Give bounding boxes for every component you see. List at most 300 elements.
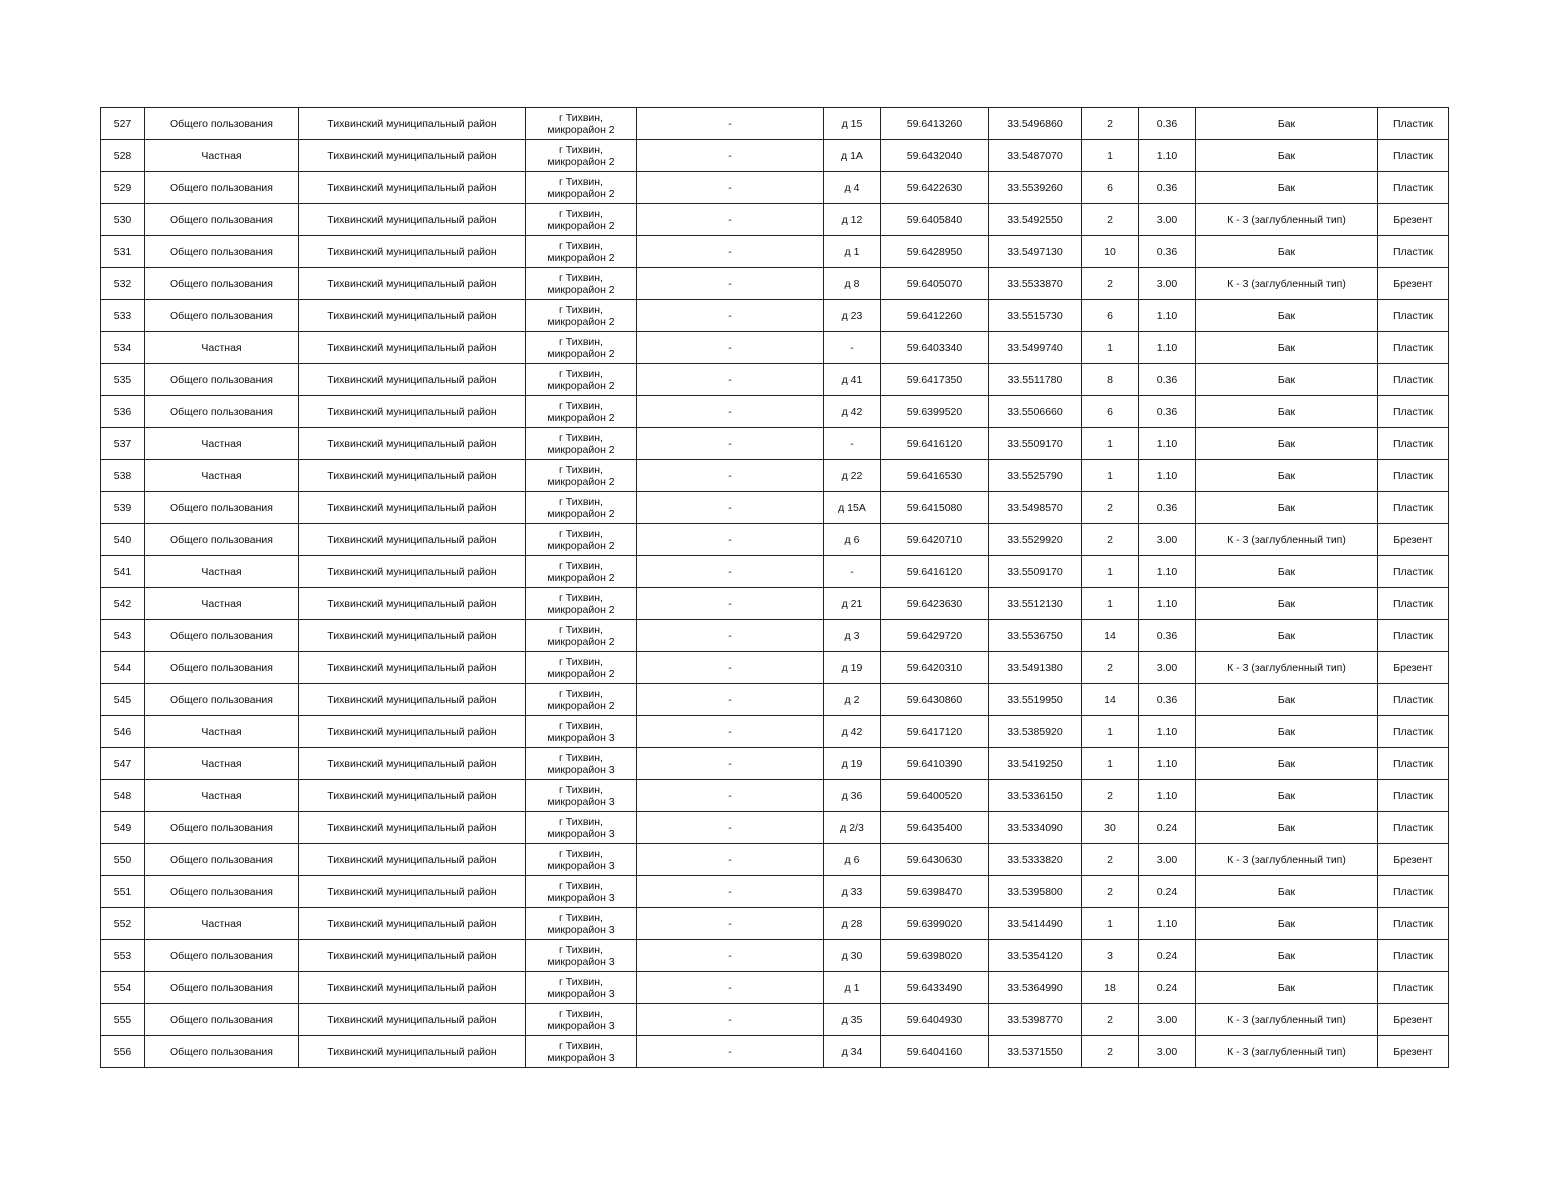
container-material: Пластик [1378, 748, 1449, 780]
locality-city: г Тихвин, [559, 623, 603, 636]
locality [526, 812, 637, 844]
locality [526, 940, 637, 972]
container-material: Пластик [1378, 492, 1449, 524]
street: - [637, 716, 824, 748]
street: - [637, 780, 824, 812]
container-type: Бак [1196, 748, 1378, 780]
locality [526, 1036, 637, 1068]
container-type: Бак [1196, 396, 1378, 428]
latitude: 59.6399020 [881, 908, 989, 940]
street: - [637, 652, 824, 684]
locality [526, 588, 637, 620]
container-count: 2 [1082, 844, 1139, 876]
container-type: К - 3 (заглубленный тип) [1196, 652, 1378, 684]
house-number: д 1 [824, 972, 881, 1004]
street: - [637, 108, 824, 140]
locality-city: г Тихвин, [559, 975, 603, 988]
locality [526, 428, 637, 460]
container-type: Бак [1196, 460, 1378, 492]
container-type: Бак [1196, 332, 1378, 364]
locality [526, 876, 637, 908]
house-number: д 28 [824, 908, 881, 940]
container-material: Брезент [1378, 204, 1449, 236]
street: - [637, 492, 824, 524]
longitude: 33.5496860 [989, 108, 1082, 140]
street: - [637, 876, 824, 908]
house-number: д 3 [824, 620, 881, 652]
container-count: 2 [1082, 268, 1139, 300]
container-type: Бак [1196, 428, 1378, 460]
locality-district: микрорайон 3 [547, 795, 615, 808]
house-number: д 23 [824, 300, 881, 332]
container-material: Пластик [1378, 364, 1449, 396]
ownership-type: Общего пользования [145, 652, 299, 684]
district: Тихвинский муниципальный район [299, 652, 526, 684]
latitude: 59.6405840 [881, 204, 989, 236]
locality [526, 492, 637, 524]
row-number: 540 [101, 524, 145, 556]
latitude: 59.6429720 [881, 620, 989, 652]
latitude: 59.6404160 [881, 1036, 989, 1068]
ownership-type: Общего пользования [145, 620, 299, 652]
container-type: Бак [1196, 140, 1378, 172]
locality-district: микрорайон 2 [547, 571, 615, 584]
house-number: д 4 [824, 172, 881, 204]
longitude: 33.5509170 [989, 556, 1082, 588]
container-type: Бак [1196, 300, 1378, 332]
locality [526, 972, 637, 1004]
district: Тихвинский муниципальный район [299, 524, 526, 556]
container-type: Бак [1196, 492, 1378, 524]
container-volume: 0.36 [1139, 108, 1196, 140]
container-type: К - 3 (заглубленный тип) [1196, 1036, 1378, 1068]
locality-district: микрорайон 3 [547, 827, 615, 840]
locality-city: г Тихвин, [559, 335, 603, 348]
latitude: 59.6412260 [881, 300, 989, 332]
house-number: д 8 [824, 268, 881, 300]
latitude: 59.6399520 [881, 396, 989, 428]
container-count: 14 [1082, 620, 1139, 652]
latitude: 59.6428950 [881, 236, 989, 268]
container-material: Пластик [1378, 908, 1449, 940]
container-count: 1 [1082, 460, 1139, 492]
district: Тихвинский муниципальный район [299, 396, 526, 428]
table-row [101, 716, 1449, 748]
latitude: 59.6410390 [881, 748, 989, 780]
district: Тихвинский муниципальный район [299, 972, 526, 1004]
locality-city: г Тихвин, [559, 303, 603, 316]
container-type: Бак [1196, 684, 1378, 716]
container-material: Пластик [1378, 332, 1449, 364]
house-number: д 6 [824, 844, 881, 876]
container-type: Бак [1196, 172, 1378, 204]
container-type: Бак [1196, 108, 1378, 140]
latitude: 59.6432040 [881, 140, 989, 172]
street: - [637, 908, 824, 940]
locality [526, 1004, 637, 1036]
street: - [637, 396, 824, 428]
district: Тихвинский муниципальный район [299, 332, 526, 364]
house-number: - [824, 556, 881, 588]
house-number: д 1А [824, 140, 881, 172]
latitude: 59.6404930 [881, 1004, 989, 1036]
container-volume: 1.10 [1139, 716, 1196, 748]
locality-district: микрорайон 2 [547, 443, 615, 456]
table-row [101, 1004, 1449, 1036]
ownership-type: Общего пользования [145, 396, 299, 428]
container-volume: 1.10 [1139, 908, 1196, 940]
house-number: д 22 [824, 460, 881, 492]
container-volume: 0.24 [1139, 812, 1196, 844]
container-material: Пластик [1378, 716, 1449, 748]
table-row [101, 332, 1449, 364]
container-material: Пластик [1378, 172, 1449, 204]
latitude: 59.6416120 [881, 428, 989, 460]
locality-district: микрорайон 2 [547, 475, 615, 488]
locality-city: г Тихвин, [559, 815, 603, 828]
container-type: К - 3 (заглубленный тип) [1196, 268, 1378, 300]
locality-district: микрорайон 3 [547, 763, 615, 776]
longitude: 33.5492550 [989, 204, 1082, 236]
locality [526, 908, 637, 940]
container-count: 30 [1082, 812, 1139, 844]
ownership-type: Общего пользования [145, 684, 299, 716]
longitude: 33.5414490 [989, 908, 1082, 940]
district: Тихвинский муниципальный район [299, 876, 526, 908]
container-type: Бак [1196, 716, 1378, 748]
longitude: 33.5539260 [989, 172, 1082, 204]
container-volume: 3.00 [1139, 1036, 1196, 1068]
container-material: Пластик [1378, 140, 1449, 172]
row-number: 555 [101, 1004, 145, 1036]
row-number: 549 [101, 812, 145, 844]
container-type: Бак [1196, 876, 1378, 908]
container-volume: 0.36 [1139, 364, 1196, 396]
locality [526, 268, 637, 300]
locality [526, 748, 637, 780]
latitude: 59.6403340 [881, 332, 989, 364]
table-row [101, 844, 1449, 876]
table-row [101, 268, 1449, 300]
container-count: 2 [1082, 652, 1139, 684]
house-number: д 2 [824, 684, 881, 716]
table-row [101, 428, 1449, 460]
district: Тихвинский муниципальный район [299, 556, 526, 588]
container-volume: 0.24 [1139, 972, 1196, 1004]
container-material: Пластик [1378, 236, 1449, 268]
street: - [637, 300, 824, 332]
street: - [637, 972, 824, 1004]
latitude: 59.6413260 [881, 108, 989, 140]
container-material: Брезент [1378, 1004, 1449, 1036]
street: - [637, 748, 824, 780]
longitude: 33.5398770 [989, 1004, 1082, 1036]
container-material: Пластик [1378, 876, 1449, 908]
locality [526, 844, 637, 876]
container-volume: 0.36 [1139, 396, 1196, 428]
latitude: 59.6415080 [881, 492, 989, 524]
house-number: д 1 [824, 236, 881, 268]
locality [526, 108, 637, 140]
longitude: 33.5536750 [989, 620, 1082, 652]
locality [526, 684, 637, 716]
locality-city: г Тихвин, [559, 271, 603, 284]
latitude: 59.6417120 [881, 716, 989, 748]
container-type: Бак [1196, 940, 1378, 972]
container-count: 1 [1082, 716, 1139, 748]
table-row [101, 172, 1449, 204]
district: Тихвинский муниципальный район [299, 716, 526, 748]
container-volume: 0.36 [1139, 620, 1196, 652]
locality-city: г Тихвин, [559, 143, 603, 156]
ownership-type: Частная [145, 332, 299, 364]
locality-city: г Тихвин, [559, 399, 603, 412]
locality-district: микрорайон 2 [547, 603, 615, 616]
street: - [637, 428, 824, 460]
row-number: 530 [101, 204, 145, 236]
table-row [101, 236, 1449, 268]
container-count: 14 [1082, 684, 1139, 716]
container-volume: 1.10 [1139, 588, 1196, 620]
ownership-type: Общего пользования [145, 108, 299, 140]
longitude: 33.5509170 [989, 428, 1082, 460]
district: Тихвинский муниципальный район [299, 620, 526, 652]
table-row [101, 780, 1449, 812]
row-number: 547 [101, 748, 145, 780]
house-number: д 35 [824, 1004, 881, 1036]
street: - [637, 524, 824, 556]
longitude: 33.5487070 [989, 140, 1082, 172]
district: Тихвинский муниципальный район [299, 588, 526, 620]
container-count: 3 [1082, 940, 1139, 972]
locality-district: микрорайон 2 [547, 667, 615, 680]
container-type: К - 3 (заглубленный тип) [1196, 1004, 1378, 1036]
street: - [637, 268, 824, 300]
house-number: д 41 [824, 364, 881, 396]
container-count: 10 [1082, 236, 1139, 268]
latitude: 59.6422630 [881, 172, 989, 204]
house-number: д 12 [824, 204, 881, 236]
table-row [101, 588, 1449, 620]
locality [526, 364, 637, 396]
locality-district: микрорайон 2 [547, 635, 615, 648]
table-row [101, 684, 1449, 716]
container-material: Пластик [1378, 780, 1449, 812]
latitude: 59.6435400 [881, 812, 989, 844]
ownership-type: Частная [145, 716, 299, 748]
street: - [637, 844, 824, 876]
longitude: 33.5419250 [989, 748, 1082, 780]
locality-city: г Тихвин, [559, 687, 603, 700]
street: - [637, 556, 824, 588]
locality-city: г Тихвин, [559, 719, 603, 732]
locality [526, 332, 637, 364]
longitude: 33.5511780 [989, 364, 1082, 396]
ownership-type: Общего пользования [145, 204, 299, 236]
locality-district: микрорайон 2 [547, 379, 615, 392]
ownership-type: Частная [145, 460, 299, 492]
locality-district: микрорайон 2 [547, 539, 615, 552]
house-number: д 42 [824, 716, 881, 748]
container-material: Пластик [1378, 588, 1449, 620]
container-count: 6 [1082, 396, 1139, 428]
table-row [101, 748, 1449, 780]
longitude: 33.5354120 [989, 940, 1082, 972]
container-material: Пластик [1378, 396, 1449, 428]
district: Тихвинский муниципальный район [299, 844, 526, 876]
container-volume: 3.00 [1139, 844, 1196, 876]
container-type: Бак [1196, 620, 1378, 652]
latitude: 59.6416120 [881, 556, 989, 588]
container-count: 2 [1082, 876, 1139, 908]
ownership-type: Общего пользования [145, 492, 299, 524]
house-number: д 2/3 [824, 812, 881, 844]
latitude: 59.6420710 [881, 524, 989, 556]
longitude: 33.5336150 [989, 780, 1082, 812]
container-material: Брезент [1378, 844, 1449, 876]
container-count: 2 [1082, 1036, 1139, 1068]
street: - [637, 204, 824, 236]
locality-city: г Тихвин, [559, 207, 603, 220]
longitude: 33.5533870 [989, 268, 1082, 300]
street: - [637, 460, 824, 492]
locality-district: микрорайон 3 [547, 1019, 615, 1032]
container-volume: 3.00 [1139, 524, 1196, 556]
locality [526, 300, 637, 332]
container-volume: 1.10 [1139, 460, 1196, 492]
street: - [637, 620, 824, 652]
container-count: 2 [1082, 204, 1139, 236]
row-number: 539 [101, 492, 145, 524]
row-number: 544 [101, 652, 145, 684]
locality [526, 524, 637, 556]
longitude: 33.5334090 [989, 812, 1082, 844]
locality-city: г Тихвин, [559, 367, 603, 380]
latitude: 59.6398470 [881, 876, 989, 908]
ownership-type: Частная [145, 140, 299, 172]
row-number: 548 [101, 780, 145, 812]
locality-city: г Тихвин, [559, 495, 603, 508]
street: - [637, 1004, 824, 1036]
table-row [101, 364, 1449, 396]
row-number: 537 [101, 428, 145, 460]
district: Тихвинский муниципальный район [299, 684, 526, 716]
house-number: - [824, 332, 881, 364]
row-number: 552 [101, 908, 145, 940]
container-volume: 3.00 [1139, 204, 1196, 236]
district: Тихвинский муниципальный район [299, 300, 526, 332]
street: - [637, 236, 824, 268]
district: Тихвинский муниципальный район [299, 364, 526, 396]
locality-district: микрорайон 2 [547, 187, 615, 200]
district: Тихвинский муниципальный район [299, 460, 526, 492]
longitude: 33.5498570 [989, 492, 1082, 524]
table-row [101, 108, 1449, 140]
ownership-type: Общего пользования [145, 1004, 299, 1036]
container-type: К - 3 (заглубленный тип) [1196, 844, 1378, 876]
row-number: 550 [101, 844, 145, 876]
data-table [100, 107, 1449, 1068]
ownership-type: Общего пользования [145, 524, 299, 556]
container-count: 2 [1082, 108, 1139, 140]
latitude: 59.6423630 [881, 588, 989, 620]
container-volume: 0.36 [1139, 172, 1196, 204]
row-number: 528 [101, 140, 145, 172]
table-row [101, 908, 1449, 940]
house-number: д 33 [824, 876, 881, 908]
locality-city: г Тихвин, [559, 175, 603, 188]
container-count: 2 [1082, 492, 1139, 524]
row-number: 545 [101, 684, 145, 716]
longitude: 33.5385920 [989, 716, 1082, 748]
container-material: Пластик [1378, 300, 1449, 332]
container-volume: 1.10 [1139, 332, 1196, 364]
locality [526, 780, 637, 812]
ownership-type: Общего пользования [145, 844, 299, 876]
locality-city: г Тихвин, [559, 911, 603, 924]
table-row [101, 1036, 1449, 1068]
district: Тихвинский муниципальный район [299, 748, 526, 780]
table-row [101, 940, 1449, 972]
container-count: 8 [1082, 364, 1139, 396]
table-row [101, 620, 1449, 652]
container-volume: 1.10 [1139, 780, 1196, 812]
latitude: 59.6400520 [881, 780, 989, 812]
house-number: д 42 [824, 396, 881, 428]
row-number: 527 [101, 108, 145, 140]
container-count: 6 [1082, 172, 1139, 204]
container-material: Пластик [1378, 460, 1449, 492]
ownership-type: Общего пользования [145, 268, 299, 300]
ownership-type: Общего пользования [145, 940, 299, 972]
locality-city: г Тихвин, [559, 239, 603, 252]
ownership-type: Общего пользования [145, 172, 299, 204]
ownership-type: Частная [145, 556, 299, 588]
house-number: д 19 [824, 748, 881, 780]
house-number: - [824, 428, 881, 460]
locality-district: микрорайон 3 [547, 923, 615, 936]
locality-district: микрорайон 2 [547, 699, 615, 712]
table-row [101, 524, 1449, 556]
container-material: Брезент [1378, 1036, 1449, 1068]
container-type: Бак [1196, 812, 1378, 844]
container-material: Пластик [1378, 940, 1449, 972]
street: - [637, 812, 824, 844]
district: Тихвинский муниципальный район [299, 236, 526, 268]
locality-district: микрорайон 2 [547, 219, 615, 232]
row-number: 543 [101, 620, 145, 652]
table-row [101, 492, 1449, 524]
container-count: 1 [1082, 748, 1139, 780]
container-count: 2 [1082, 1004, 1139, 1036]
longitude: 33.5499740 [989, 332, 1082, 364]
district: Тихвинский муниципальный район [299, 812, 526, 844]
locality-city: г Тихвин, [559, 111, 603, 124]
district: Тихвинский муниципальный район [299, 172, 526, 204]
district: Тихвинский муниципальный район [299, 1004, 526, 1036]
container-type: Бак [1196, 972, 1378, 1004]
longitude: 33.5364990 [989, 972, 1082, 1004]
container-material: Брезент [1378, 524, 1449, 556]
table-row [101, 812, 1449, 844]
locality [526, 556, 637, 588]
locality-city: г Тихвин, [559, 463, 603, 476]
locality-district: микрорайон 3 [547, 1051, 615, 1064]
table-body [101, 108, 1449, 1068]
ownership-type: Частная [145, 780, 299, 812]
row-number: 542 [101, 588, 145, 620]
container-volume: 3.00 [1139, 652, 1196, 684]
